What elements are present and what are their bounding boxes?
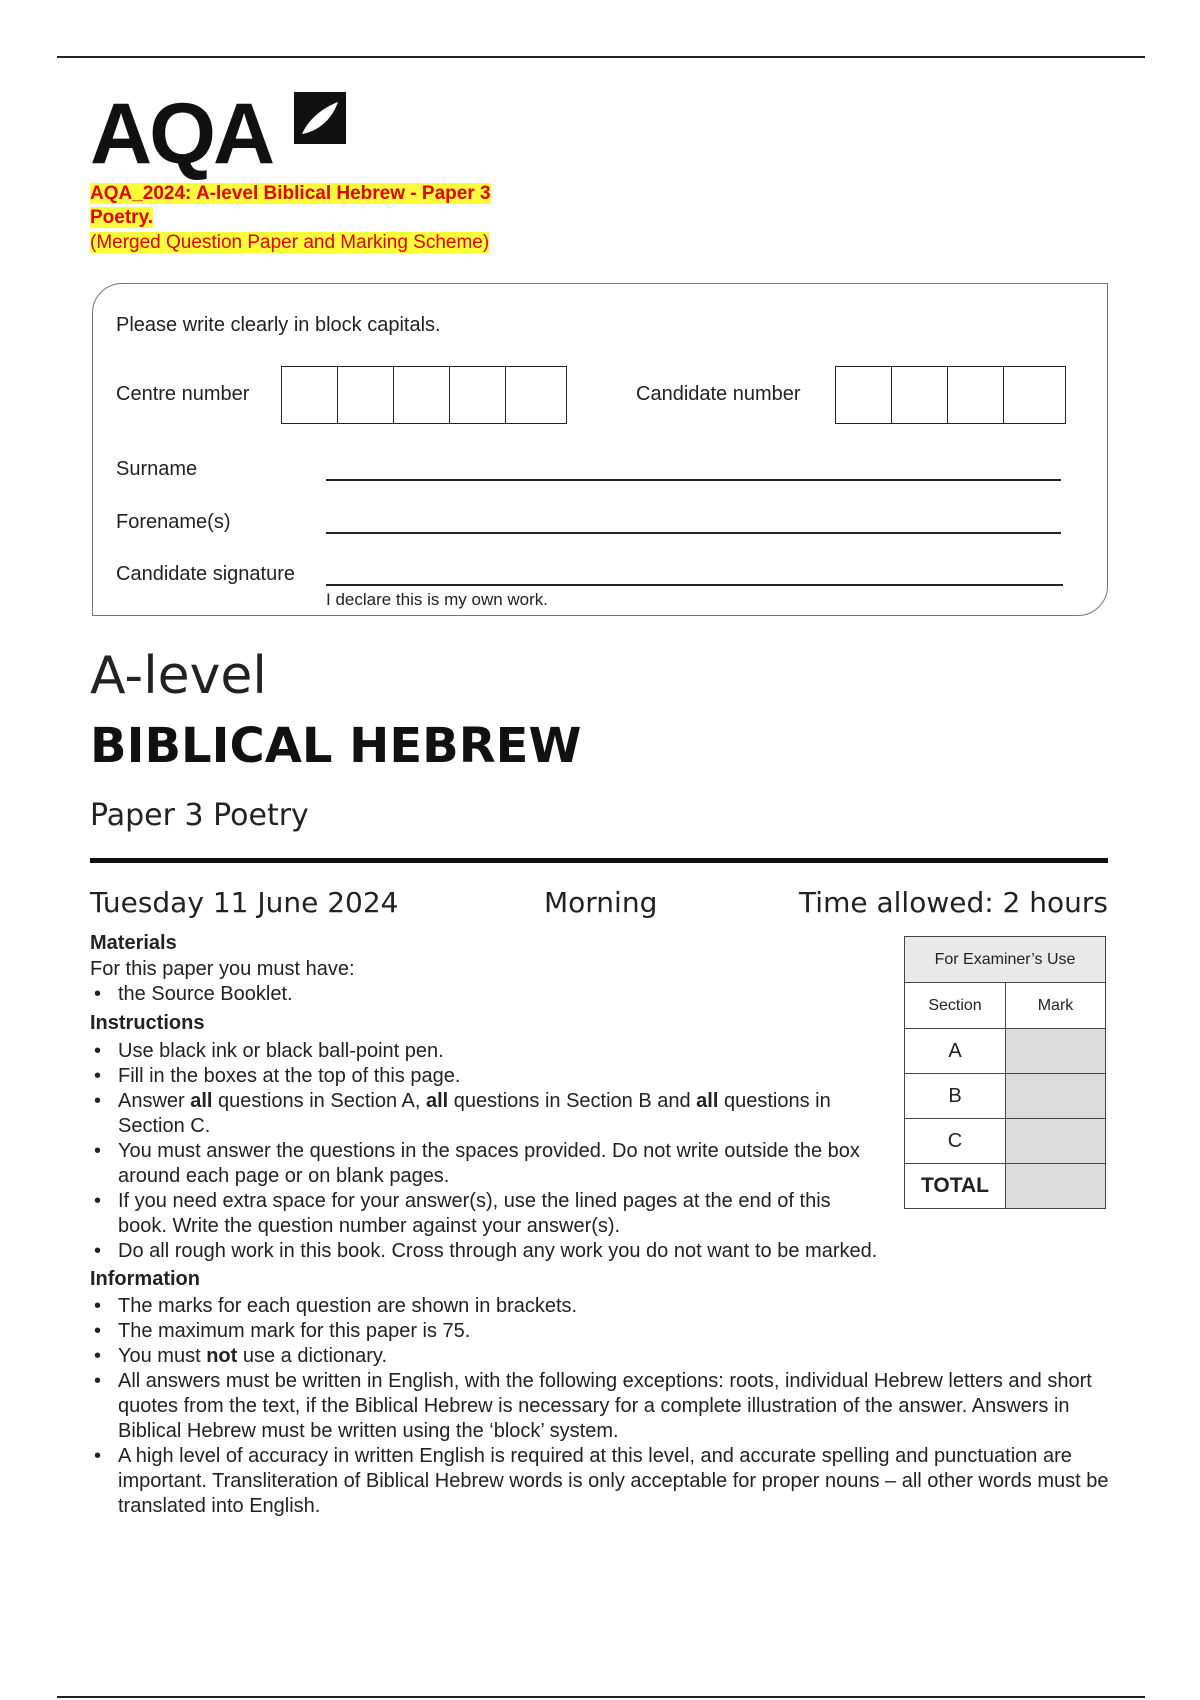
examiner-table-title: For Examiner’s Use <box>905 937 1106 983</box>
list-item <box>90 1089 890 1139</box>
list-item: • If you need extra space for your answer(s), use the lined pages at the end of this book. Write the question number against your answer(s). <box>90 1189 850 1239</box>
total-label: TOTAL <box>905 1164 1006 1209</box>
list-item: • All answers must be written in English, with the following exceptions: roots, individual Hebrew letters and short quotes from the text, if the Biblical Hebrew is necessary for a complete illustration of the answer. Answers in Biblical Hebrew must be written using the ‘block’ system. <box>90 1369 1110 1444</box>
document-title-line2: Poetry. <box>90 207 154 228</box>
aqa-logo <box>90 88 370 180</box>
instructions-heading: Instructions <box>90 1012 205 1034</box>
list-item: • You must answer the questions in the spaces provided. Do not write outside the box around each page or on blank pages. <box>90 1139 860 1189</box>
materials-heading: Materials <box>90 932 177 954</box>
examiner-use-table <box>904 936 1106 1209</box>
signature-field[interactable] <box>326 584 1063 586</box>
time-allowed: Time allowed: 2 hours <box>799 886 1108 919</box>
list-item: • Do all rough work in this book. Cross through any work you do not want to be marked. <box>90 1239 1090 1264</box>
candidate-number-box[interactable] <box>892 367 948 423</box>
list-item <box>90 1344 1110 1369</box>
candidate-number-box[interactable] <box>948 367 1004 423</box>
subject-title: BIBLICAL HEBREW <box>90 718 582 774</box>
exam-session: Morning <box>544 886 658 919</box>
mark-cell[interactable] <box>1006 1029 1106 1074</box>
section-cell: B <box>905 1074 1006 1119</box>
candidate-number-boxes[interactable] <box>835 366 1066 424</box>
document-subtitle-text: (Merged Question Paper and Marking Scheme) <box>90 232 490 253</box>
paper-title: Paper 3 Poetry <box>90 798 309 833</box>
list-item: • Fill in the boxes at the top of this page. <box>90 1064 890 1089</box>
emphasis-text: not <box>206 1345 238 1367</box>
emphasis-text: all <box>425 1090 449 1112</box>
surname-label: Surname <box>116 458 198 480</box>
information-heading: Information <box>90 1268 200 1290</box>
materials-intro: For this paper you must have: <box>90 958 355 980</box>
table-row <box>905 1029 1106 1074</box>
list-item: • the Source Booklet. <box>90 982 870 1007</box>
document-subtitle <box>90 231 489 255</box>
qualification-level: A-level <box>90 646 267 706</box>
section-column-header: Section <box>905 983 1006 1029</box>
top-rule <box>57 56 1145 58</box>
mark-column-header: Mark <box>1006 983 1106 1029</box>
list-item: • The marks for each question are shown in brackets. <box>90 1294 1110 1319</box>
total-mark-cell[interactable] <box>1006 1164 1106 1209</box>
surname-field[interactable] <box>326 479 1061 481</box>
centre-number-label: Centre number <box>116 383 250 405</box>
text-run: questions in Section A, <box>212 1090 426 1112</box>
text-run: questions in Section B and <box>448 1090 697 1112</box>
document-title <box>90 182 491 230</box>
candidate-number-box[interactable] <box>1004 367 1060 423</box>
forename-label: Forename(s) <box>116 511 231 533</box>
text-run: use a dictionary. <box>237 1345 388 1367</box>
title-divider <box>90 858 1108 863</box>
section-cell: A <box>905 1029 1006 1074</box>
emphasis-text: all <box>190 1090 213 1112</box>
centre-number-box[interactable] <box>394 367 450 423</box>
centre-number-box[interactable] <box>450 367 506 423</box>
signature-label: Candidate signature <box>116 563 296 585</box>
document-title-line1: AQA_2024: A-level Biblical Hebrew - Paper 3 <box>90 183 491 204</box>
table-row <box>905 1074 1106 1119</box>
block-capitals-instruction: Please write clearly in block capitals. <box>116 314 441 336</box>
candidate-details-box <box>92 283 1108 616</box>
centre-number-box[interactable] <box>282 367 338 423</box>
centre-number-box[interactable] <box>506 367 562 423</box>
text-run: Answer <box>118 1090 191 1112</box>
forename-field[interactable] <box>326 532 1061 534</box>
table-row <box>905 1119 1106 1164</box>
list-item: • A high level of accuracy in written English is required at this level, and accurate spelling and punctuation are important. Transliteration of Biblical Hebrew words is only acceptable for proper nouns – all other words must be translated into English. <box>90 1444 1110 1519</box>
instructions-list <box>90 1039 890 1264</box>
centre-number-boxes[interactable] <box>281 366 567 424</box>
bottom-rule <box>57 1696 1145 1698</box>
mark-cell[interactable] <box>1006 1119 1106 1164</box>
information-list <box>90 1294 1110 1519</box>
emphasis-text: all <box>696 1090 719 1112</box>
aqa-logo-text: AQA <box>90 86 273 182</box>
text-run: questions in Section C. <box>118 1090 831 1137</box>
centre-number-box[interactable] <box>338 367 394 423</box>
materials-list <box>90 982 870 1007</box>
exam-date: Tuesday 11 June 2024 <box>90 886 399 919</box>
aqa-logo-mark-icon <box>292 90 348 146</box>
total-row <box>905 1164 1106 1209</box>
declaration-text: I declare this is my own work. <box>326 590 549 609</box>
list-item: • Use black ink or black ball-point pen. <box>90 1039 890 1064</box>
mark-cell[interactable] <box>1006 1074 1106 1119</box>
list-item: • The maximum mark for this paper is 75. <box>90 1319 1110 1344</box>
candidate-number-label: Candidate number <box>636 383 801 405</box>
candidate-number-box[interactable] <box>836 367 892 423</box>
text-run: You must <box>118 1345 207 1367</box>
section-cell: C <box>905 1119 1006 1164</box>
